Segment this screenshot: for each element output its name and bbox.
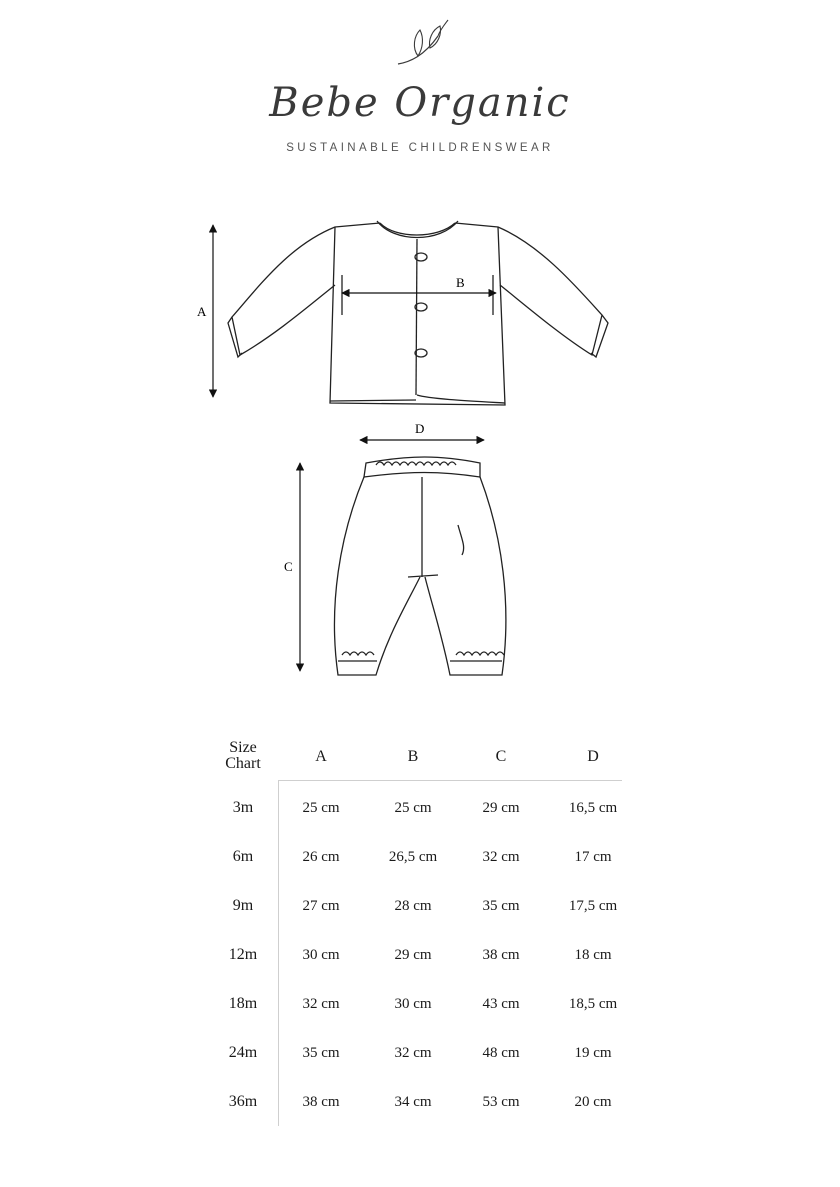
column-header-a: A (315, 748, 327, 765)
table-cell: 48 cm (482, 1045, 520, 1061)
table-cell: 32 cm (302, 996, 340, 1012)
column-header-b: B (407, 748, 419, 765)
header-divider (278, 780, 622, 781)
row-size-label: 6m (232, 848, 254, 865)
table-cell: 53 cm (482, 1094, 520, 1110)
size-chart-heading: Size Chart (225, 739, 261, 772)
table-cell: 25 cm (394, 800, 432, 816)
table-cell: 25 cm (302, 800, 340, 816)
dimension-d-label: D (415, 421, 425, 436)
leaf-sprig-icon (390, 14, 450, 72)
table-cell: 20 cm (574, 1094, 612, 1110)
table-cell: 18 cm (574, 947, 612, 963)
garment-diagram (180, 205, 640, 695)
table-cell: 16,5 cm (568, 800, 618, 816)
dimension-a-label: A (197, 304, 207, 319)
table-cell: 43 cm (482, 996, 520, 1012)
brand-tagline: SUSTAINABLE CHILDRENSWEAR (286, 142, 554, 154)
table-cell: 18,5 cm (568, 996, 618, 1012)
table-cell: 27 cm (302, 898, 340, 914)
table-cell: 17 cm (574, 849, 612, 865)
table-cell: 29 cm (394, 947, 432, 963)
table-cell: 29 cm (482, 800, 520, 816)
table-cell: 34 cm (394, 1094, 432, 1110)
jacket-drawing (228, 221, 608, 405)
row-size-label: 18m (228, 995, 258, 1012)
table-cell: 35 cm (482, 898, 520, 914)
table-cell: 32 cm (394, 1045, 432, 1061)
table-cell: 38 cm (302, 1094, 340, 1110)
row-size-label: 3m (232, 799, 254, 816)
row-size-label: 9m (232, 897, 254, 914)
column-header-c: C (495, 748, 507, 765)
row-size-label: 24m (228, 1044, 258, 1061)
table-cell: 28 cm (394, 898, 432, 914)
table-cell: 38 cm (482, 947, 520, 963)
table-cell: 26,5 cm (388, 849, 438, 865)
table-cell: 32 cm (482, 849, 520, 865)
row-size-label: 12m (228, 946, 258, 963)
table-cell: 30 cm (394, 996, 432, 1012)
brand-name: Bebe Organic (269, 80, 571, 126)
table-cell: 19 cm (574, 1045, 612, 1061)
dimension-c-label: C (284, 559, 293, 574)
row-size-label: 36m (228, 1093, 258, 1110)
dimension-b-label: B (456, 275, 465, 290)
pants-drawing (334, 457, 505, 675)
column-header-d: D (587, 748, 599, 765)
table-cell: 17,5 cm (568, 898, 618, 914)
table-cell: 26 cm (302, 849, 340, 865)
table-cell: 35 cm (302, 1045, 340, 1061)
table-cell: 30 cm (302, 947, 340, 963)
